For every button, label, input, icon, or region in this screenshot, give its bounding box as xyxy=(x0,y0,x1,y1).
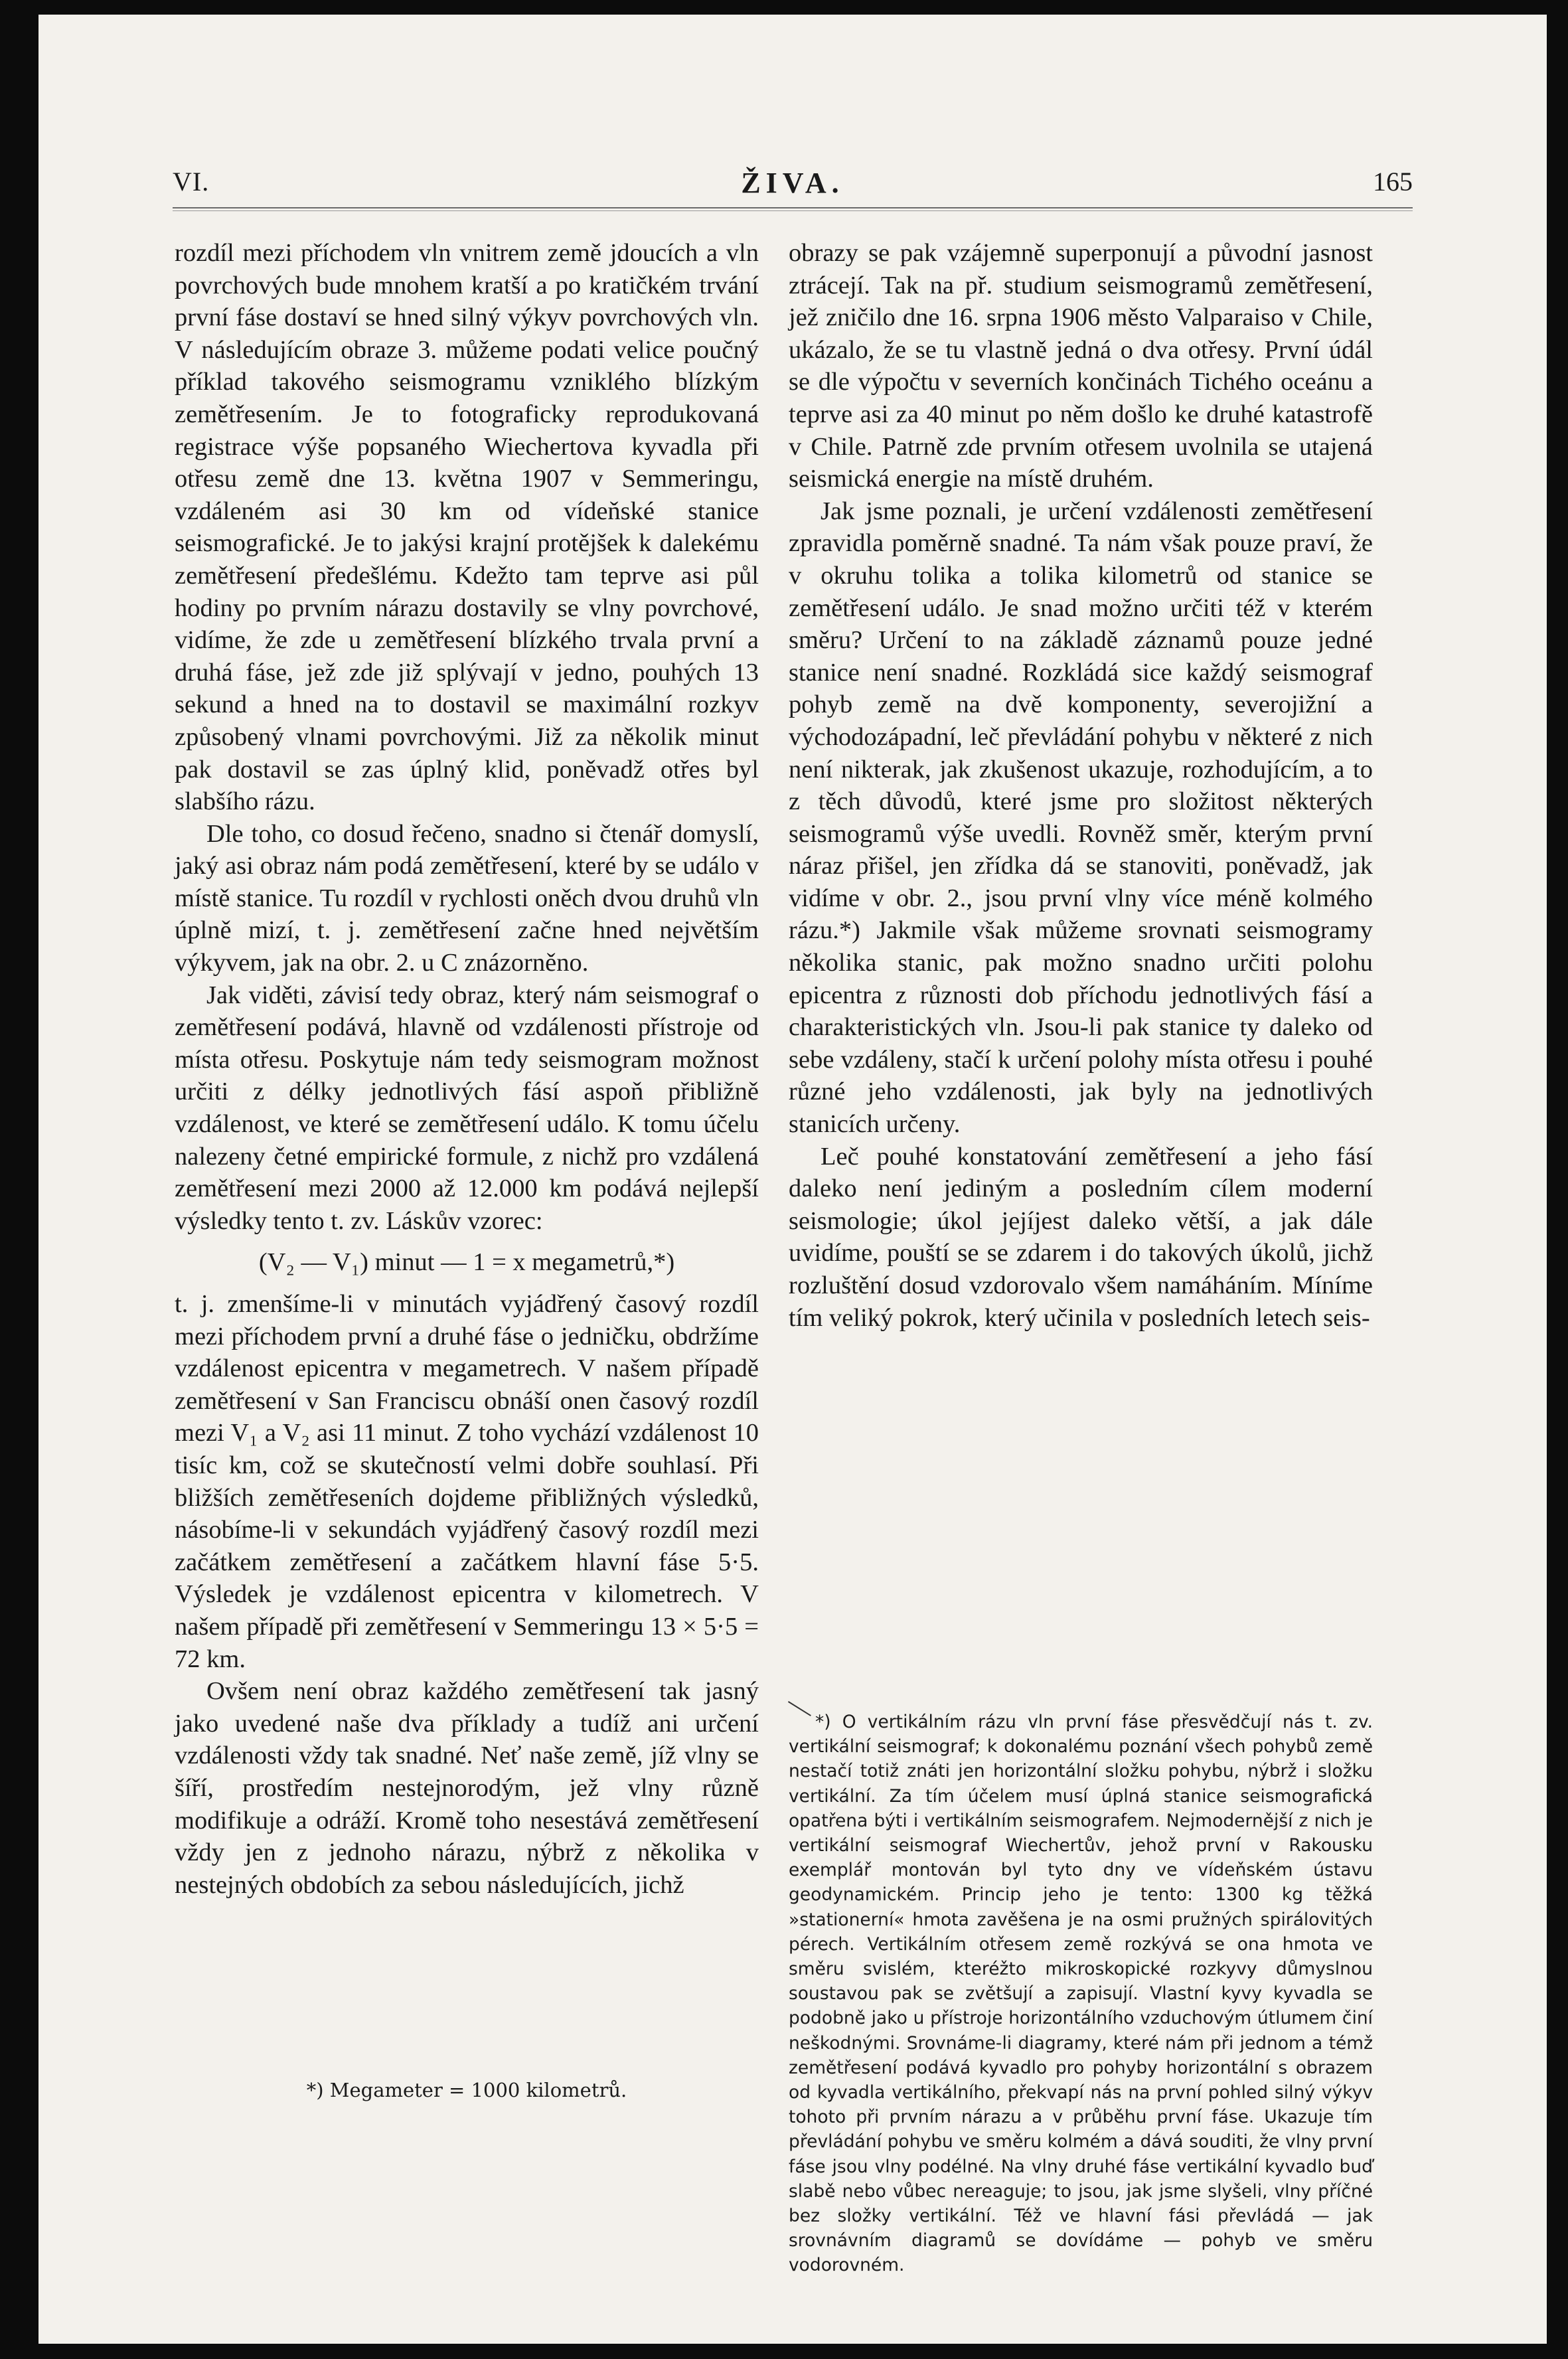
left-column xyxy=(175,237,759,2101)
paragraph: rozdíl mezi příchodem vln vnitrem země jdoucích a vln povrchových bude mnohem kratší a po kratičkém trvání první fáse dostaví se hned silný výkyv povrchových vln. V následujícím obraze 3. můžeme podati velice poučný příklad takového seismogramu vzniklého blízkým zemětřesením. Je to fotograficky reprodukovaná registrace výše popsaného Wiechertova kyvadla při otřesu země dne 13. května 1907 v Semmeringu, vzdáleném asi 30 km od vídeňské stanice seismografické. Je to jakýsi krajní protějšek k dalekému zemětřesení předešlému. Kdežto tam teprve asi půl hodiny po prvním nárazu dostavily se vlny povrchové, vidíme, že zde u zemětřesení blízkého trvala první a druhá fáse, jež zde již splývají v jedno, pouhých 13 sekund a hned na to dostavil se maximální rozkyv způsobený vlnami povrchovými. Již za několik minut pak dostavil se zas úplný klid, poněvadž otřes byl slabšího rázu. xyxy=(175,239,759,816)
paragraph: Jak viděti, závisí tedy obraz, který nám seismograf o zemětřesení podává, hlavně od vzdálenosti přístroje od místa otřesu. Poskytuje nám tedy seismogram možnost určiti z délky jednotlivých fásí aspoň přibližně vzdálenost, ve které se zemětřesení událo. K tomu účelu nalezeny četné empirické formule, z nichž pro vzdálená zemětřesení mezi 2000 až 12.000 km podává nejlepší výsledky tento t. zv. Láskův vzorec: xyxy=(175,981,759,1235)
paragraph: Ovšem není obraz každého zemětřesení tak jasný jako uvedené naše dva příklady a tudíž ani určení vzdálenosti vždy tak snadné. Neť naše země, jíž vlny se šíří, prostředím nestejnorodým, jež vlny různě modifikuje a odráží. Kromě toho nesestává zemětřesení vždy jen z jednoho nárazu, nýbrž z několika v nestejných obdobích za sebou následujících, jichž xyxy=(175,1677,759,1899)
section-number: VI. xyxy=(173,167,210,197)
header-rule xyxy=(173,207,1413,211)
right-column xyxy=(789,237,1373,2276)
page xyxy=(39,15,1547,2344)
running-header xyxy=(173,166,1413,212)
paragraph: Dle toho, co dosud řečeno, snadno si čtenář domyslí, jaký asi obraz nám podá zemětřesení, které by se událo v místě stanice. Tu rozdíl v rychlosti oněch dvou druhů vln úplně mizí, t. j. zemětřesení začne hned největším výkyvem, jak na obr. 2. u C znázorněno. xyxy=(175,819,759,977)
lasek-formula: (V₂ — V₁) minut — 1 = x megametrů,*) xyxy=(258,1248,675,1277)
paragraph: t. j. zmenšíme-li v minutách vyjádřený časový rozdíl mezi příchodem první a druhé fáse o jedničku, obdržíme vzdálenost epicentra v megametrech. V našem případě zemětřesení v San Franciscu obnáší onen časový rozdíl mezi V₁ a V₂ asi 11 minut. Z toho vychází vzdálenost 10 tisíc km, což se skutečností velmi dobře souhlasí. Při bližších zemětřeseních dojdeme přibližných výsledků, násobíme-li v sekundách vyjádřený časový rozdíl mezi začátkem zemětřesení a začátkem hlavní fáse 5·5. Výsledek je vzdálenost epicentra v kilometrech. V našem případě při zemětřesení v Semmeringu 13 × 5·5 = 72 km. xyxy=(175,1290,759,1673)
footnote-text: *) O vertikálním rázu vln první fáse přesvědčují nás t. zv. vertikální seismograf; k dokonalému poznání všech pohybů země nestačí totiž znáti jen horizontální složku pohybu, nýbrž i složku vertikální. Za tím účelem musí úplná stanice seismografická opatřena býti i vertikálním seismografem. Nejmodernější z nich je vertikální seismograf Wiechertův, jehož první v Rakousku exemplář montován byl tyto dny ve vídeňském ústavu geodynamickém. Princip jeho je tento: 1300 kg těžká »stationerní« hmota zavěšena je na osmi pružných spirálovitých pérech. Vertikálním otřesem země rozkývá se ona hmota ve směru svislém, kteréžto mikroskopické rozkyvy důmyslnou soustavou pak se zvětšují a zapisují. Vlastní kyvy kyvadla se podobně jako u přístroje horizontálního vzduchovým útlumem činí neškodnými. Srovnáme-li diagramy, které nám při jednom a témž zemětřesení podává kyvadlo pro pohyby horizontální s obrazem od kyvadla vertikálního, překvapí nás na první pohled silný výkyv tohoto při prvním nárazu a v průběhu první fáse. Ukazuje tím převládání pohybu ve směru kolmém a dává souditi, že vlny první fáse jsou vlny podélné. Na vlny druhé fáse vertikální kyvadlo buď slabě nebo vůbec nereaguje; to jsou, jak jsme slyšeli, vlny příčné bez složky vertikální. Též ve hlavní fási převládá — jak srovnávním diagramů se dovídáme — pohyb ve směru vodorovném. xyxy=(789,1712,1373,2276)
footnote-megameter: *) Megameter = 1000 kilometrů. xyxy=(306,2079,627,2101)
journal-title: ŽIVA. xyxy=(741,167,844,199)
page-number: 165 xyxy=(1373,167,1413,197)
paragraph: Jak jsme poznali, je určení vzdálenosti zemětřesení zpravidla poměrně snadné. Ta nám však pouze praví, že v okruhu tolika a tolika kilometrů od stanice se zemětřesení událo. Je snad možno určiti též v kterém směru? Určení to na základě záznamů pouze jedné stanice není snadné. Rozkládá sice každý seismograf pohyb země na dvě komponenty, severojižní a východozápadní, leč převládání pohybu v některé z nich není nikterak, jak zkušenost ukazuje, rozhodujícím, a to z těch důvodů, které jsme pro složitost některých seismogramů výše uvedli. Rovněž směr, kterým první náraz přišel, jen zřídka dá se stanoviti, poněvadž, jak vidíme v obr. 2., jsou první vlny více méně kolmého rázu.*) Jakmile však můžeme srovnati seismogramy několika stanic, pak možno snadno určiti polohu epicentra z různosti dob příchodu jednotlivých fásí a charakteristických vln. Jsou-li pak stanice ty daleko od sebe vzdáleny, stačí k určení polohy místa otřesu i pouhé různé jeho vzdálenosti, jak byly na jednotlivých stanicích určeny. xyxy=(789,497,1373,1139)
paragraph: Leč pouhé konstatování zemětřesení a jeho fásí daleko není jediným a posledním cílem moderní seismologie; úkol jejíjest daleko větší, a jak dále uvidíme, pouští se se zdarem i do takových úkolů, jichž rozluštění dosud vzdorovalo všem namáháním. Míníme tím veliký pokrok, který učinila v posledních letech seis- xyxy=(789,1142,1373,1332)
paragraph: obrazy se pak vzájemně superponují a původní jasnost ztrácejí. Tak na př. studium seismogramů zemětřesení, jež zničilo dne 16. srpna 1906 město Valparaiso v Chile, ukázalo, že se tu vlastně jedná o dva otřesy. První údál se dle výpočtu v severních končinách Tichého oceánu a teprve asi za 40 minut po něm došlo ke druhé katastrofě v Chile. Patrně zde prvním otřesem uvolnila se utajená seismická energie na místě druhém. xyxy=(789,239,1373,493)
footnote-vertical-seismograph xyxy=(789,1710,1373,2278)
